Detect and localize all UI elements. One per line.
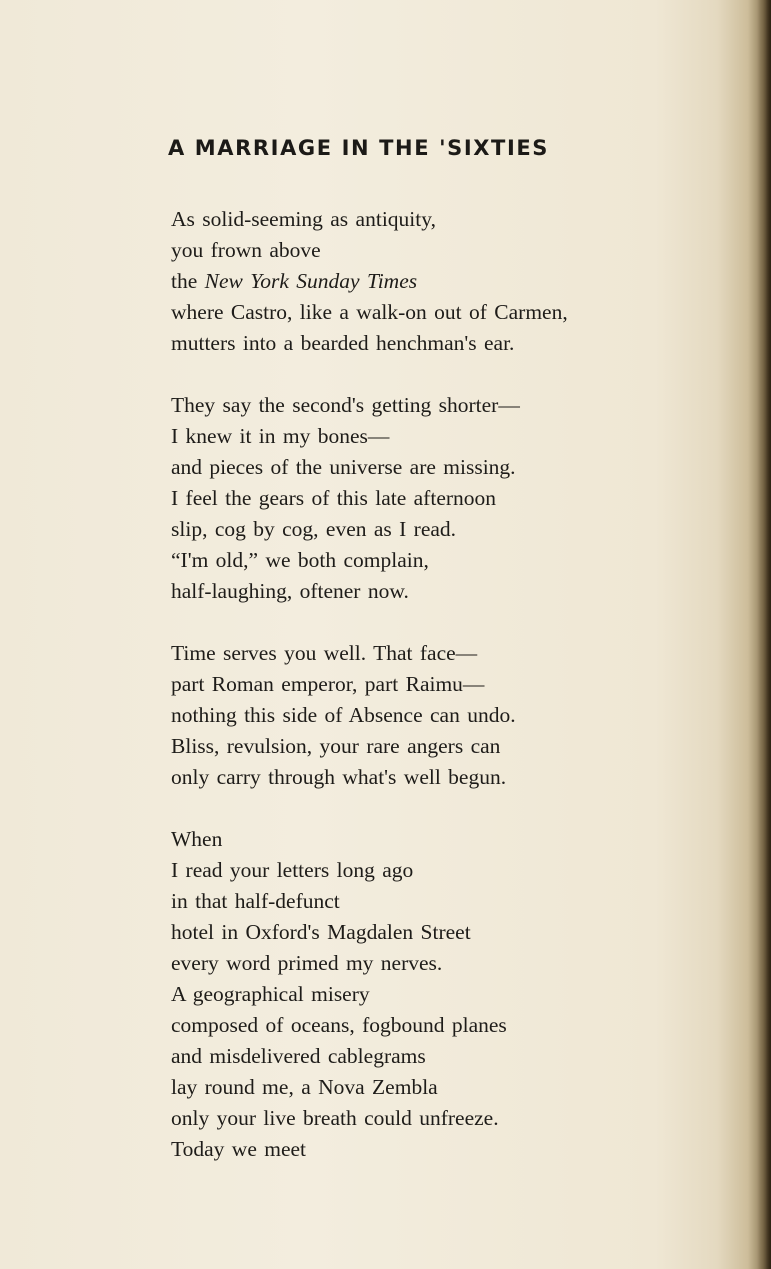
poem-line: I read your letters long ago	[171, 858, 414, 882]
page-edge-shadow	[757, 0, 771, 1269]
poem-line: composed of oceans, fogbound planes	[171, 1013, 507, 1037]
poem-line: every word primed my nerves.	[171, 951, 443, 975]
poem-line: They say the second's getting shorter—	[171, 393, 520, 417]
poem-line: in that half-defunct	[171, 889, 340, 913]
poem-body	[171, 204, 731, 1196]
newspaper-title: New York Sunday Times	[204, 269, 418, 293]
poem-line: and pieces of the universe are missing.	[171, 455, 516, 479]
poem-line: part Roman emperor, part Raimu—	[171, 672, 485, 696]
poem-line: you frown above	[171, 238, 321, 262]
poem-line: hotel in Oxford's Magdalen Street	[171, 920, 471, 944]
poem-line: nothing this side of Absence can undo.	[171, 703, 516, 727]
poem-line: lay round me, a Nova Zembla	[171, 1075, 438, 1099]
poem-line: I feel the gears of this late afternoon	[171, 486, 497, 510]
poem-line-italic-title	[171, 266, 731, 297]
poem-line: and misdelivered cablegrams	[171, 1044, 426, 1068]
poem-line: I knew it in my bones—	[171, 424, 390, 448]
poem-line: where Castro, like a walk-on out of Carmen,	[171, 300, 568, 324]
poem-line: Time serves you well. That face—	[171, 641, 478, 665]
poem-line: “I'm old,” we both complain,	[171, 548, 429, 572]
stanza-3	[171, 638, 731, 793]
poem-line: Bliss, revulsion, your rare angers can	[171, 734, 501, 758]
poem-line: Today we meet	[171, 1137, 307, 1161]
poem-line: As solid-seeming as antiquity,	[171, 207, 436, 231]
poem-line: When	[171, 827, 223, 851]
poem-line: only your live breath could unfreeze.	[171, 1106, 499, 1130]
stanza-2	[171, 390, 731, 607]
poem-line: only carry through what's well begun.	[171, 765, 507, 789]
poem-line-prefix: the	[171, 269, 205, 293]
poem-line: half-laughing, oftener now.	[171, 579, 409, 603]
poem-line: slip, cog by cog, even as I read.	[171, 517, 457, 541]
poem-line: A geographical misery	[171, 982, 370, 1006]
stanza-1	[171, 204, 731, 359]
poem-title: A MARRIAGE IN THE 'SIXTIES	[168, 136, 550, 160]
poem-line: mutters into a bearded henchman's ear.	[171, 331, 515, 355]
stanza-4	[171, 824, 731, 1165]
